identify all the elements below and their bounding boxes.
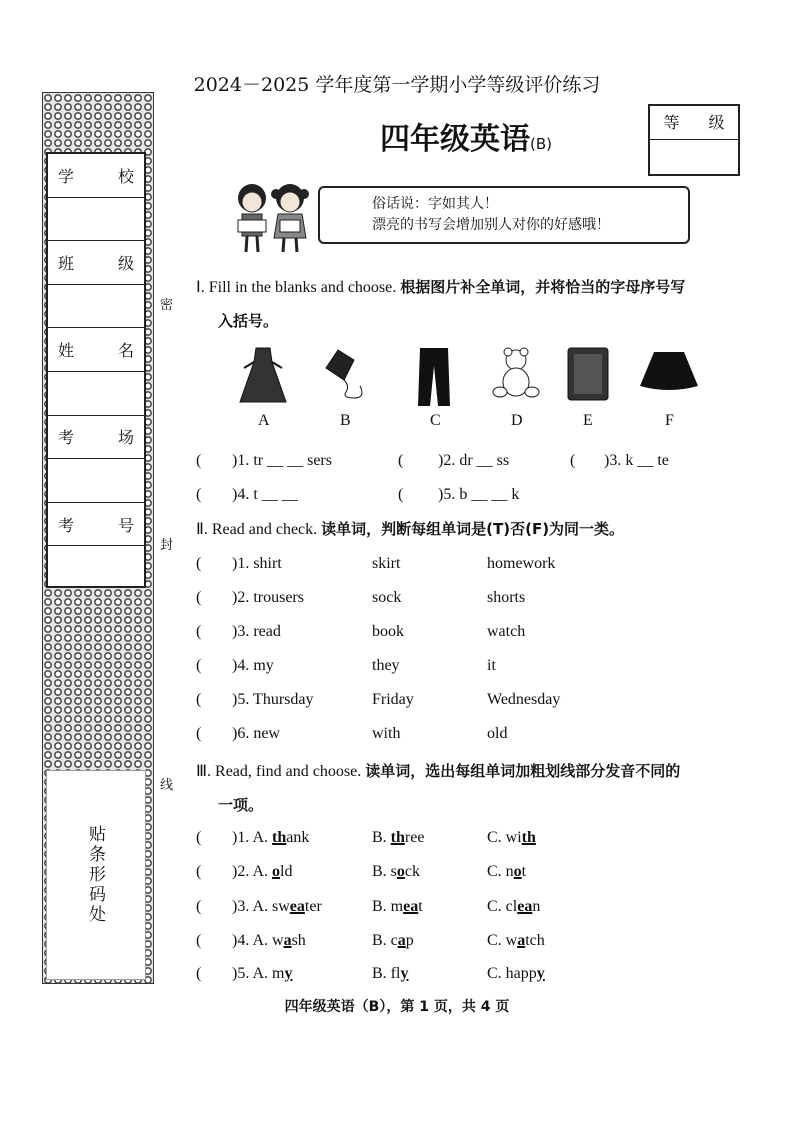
answer-paren[interactable]: (	[570, 452, 576, 469]
info-field-school[interactable]	[48, 198, 144, 242]
s2-row-4-c: it	[487, 657, 496, 674]
pic-label-f: F	[665, 412, 674, 429]
info-label-name: 姓 名	[48, 328, 144, 372]
s3-row-4-c: C. watch	[487, 932, 545, 949]
s3-row-4-b: B. cap	[372, 932, 414, 949]
section-3-title: Ⅲ. Read, find and choose. 读单词，选出每组单词加粗划线部分发音不同的	[196, 762, 681, 780]
s2-row-6-b: with	[372, 725, 401, 742]
pic-label-c: C	[430, 412, 441, 429]
s2-row-1-c: homework	[487, 555, 556, 572]
s3-row-5-b: B. fly	[372, 965, 409, 982]
variant-label: (B)	[530, 135, 552, 153]
s3-row-5-c: C. happy	[487, 965, 545, 982]
s3-row-1-a: )1. A. thank	[232, 829, 310, 846]
s1-question-4: )4. t __ __	[232, 486, 298, 503]
barcode-area	[46, 770, 146, 980]
s2-row-5-b: Friday	[372, 691, 414, 708]
s1-question-2: )2. dr __ ss	[438, 452, 510, 469]
s1-question-1: )1. tr __ __ sers	[232, 452, 332, 469]
info-field-class[interactable]	[48, 285, 144, 329]
proverb-line-2: 漂亮的书写会增加别人对你的好感哦！	[372, 217, 610, 233]
pic-label-b: B	[340, 412, 351, 429]
s2-row-2-b: sock	[372, 589, 402, 606]
grade-label: 等 级	[650, 106, 738, 140]
s3-row-2-b: B. sock	[372, 863, 421, 880]
barcode-label: 贴条形码处	[85, 825, 105, 925]
answer-paren[interactable]: (	[196, 452, 202, 469]
dress-icon	[236, 346, 290, 404]
s2-row-1-a: )1. shirt	[232, 555, 282, 572]
kite-icon	[320, 346, 376, 404]
s3-row-4-a: )4. A. wash	[232, 932, 306, 949]
s2-row-5-a: )5. Thursday	[232, 691, 314, 708]
s3-row-2-c: C. not	[487, 863, 527, 880]
s1-question-3: )3. k __ te	[604, 452, 669, 469]
s2-row-3-a: )3. read	[232, 623, 281, 640]
s3-row-3-c: C. clean	[487, 898, 541, 915]
s2-row-5-c: Wednesday	[487, 691, 561, 708]
s2-row-4-b: they	[372, 657, 400, 674]
s2-row-3-b: book	[372, 623, 404, 640]
answer-paren[interactable]: (	[196, 555, 202, 572]
s1-question-5: )5. b __ __ k	[438, 486, 520, 503]
s2-row-2-a: )2. trousers	[232, 589, 304, 606]
proverb-line-1: 俗话说：字如其人！	[372, 196, 498, 212]
s3-row-3-b: B. meat	[372, 898, 423, 915]
answer-paren[interactable]: (	[196, 657, 202, 674]
s2-row-6-a: )6. new	[232, 725, 280, 742]
answer-paren[interactable]: (	[196, 863, 202, 880]
s2-row-4-a: )4. my	[232, 657, 274, 674]
info-field-room[interactable]	[48, 459, 144, 503]
page-footer: 四年级英语（B），第 1 页，共 4 页	[284, 999, 510, 1015]
info-label-class: 班 级	[48, 241, 144, 285]
skirt-icon	[638, 346, 700, 394]
teddy-bear-icon	[488, 346, 544, 402]
section-1-title-cont: 入括号。	[218, 312, 279, 330]
info-label-number: 考 号	[48, 503, 144, 547]
section-2-title: Ⅱ. Read and check. 读单词，判断每组单词是(T)否(F)为同一类。	[196, 520, 625, 538]
s3-row-1-b: B. three	[372, 829, 425, 846]
s3-row-3-a: )3. A. sweater	[232, 898, 322, 915]
answer-paren[interactable]: (	[196, 691, 202, 708]
info-label-room: 考 场	[48, 416, 144, 460]
answer-paren[interactable]: (	[196, 829, 202, 846]
s3-row-5-a: )5. A. my	[232, 965, 293, 982]
answer-paren[interactable]: (	[398, 452, 404, 469]
book-icon	[566, 346, 610, 402]
answer-paren[interactable]: (	[196, 965, 202, 982]
section-1-title: Ⅰ. Fill in the blanks and choose. 根据图片补全单词，并将恰当的字母序号写	[196, 278, 686, 296]
trousers-icon	[414, 346, 454, 408]
s3-row-1-c: C. with	[487, 829, 536, 846]
s2-row-1-b: skirt	[372, 555, 401, 572]
answer-paren[interactable]: (	[196, 589, 202, 606]
answer-paren[interactable]: (	[196, 486, 202, 503]
answer-paren[interactable]: (	[398, 486, 404, 503]
info-label-school: 学 校	[48, 154, 144, 198]
student-info-box	[46, 152, 146, 588]
answer-paren[interactable]: (	[196, 932, 202, 949]
answer-paren[interactable]: (	[196, 623, 202, 640]
answer-paren[interactable]: (	[196, 725, 202, 742]
exam-title: 2024－2025 学年度第一学期小学等级评价练习	[193, 74, 601, 96]
s2-row-3-c: watch	[487, 623, 526, 640]
seal-mark-3: 线	[160, 778, 174, 793]
s2-row-2-c: shorts	[487, 589, 526, 606]
info-field-number[interactable]	[48, 546, 144, 590]
info-field-name[interactable]	[48, 372, 144, 416]
pic-label-a: A	[258, 412, 270, 429]
answer-paren[interactable]: (	[196, 898, 202, 915]
s2-row-6-c: old	[487, 725, 508, 742]
pic-label-d: D	[511, 412, 523, 429]
grade-field[interactable]	[650, 140, 738, 173]
subject-title: 四年级英语(B)	[380, 122, 552, 157]
kids-reading-icon	[232, 180, 314, 256]
section-3-title-cont: 一项。	[218, 796, 264, 814]
pic-label-e: E	[583, 412, 593, 429]
proverb-banner	[318, 186, 690, 244]
seal-mark-2: 封	[160, 538, 174, 553]
s3-row-2-a: )2. A. old	[232, 863, 293, 880]
grade-box	[648, 104, 740, 176]
seal-mark-1: 密	[160, 298, 174, 313]
